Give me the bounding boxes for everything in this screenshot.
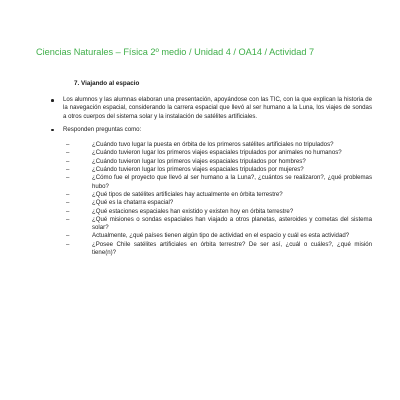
dash-marker: – [66,190,70,198]
dash-marker: – [66,215,70,223]
question-item: – ¿Qué estaciones espaciales han existido y existen hoy en órbita terrestre? [66,207,294,215]
bullet-dot-icon [51,129,54,132]
dash-marker: – [66,149,70,157]
question-item: – ¿Cuándo tuvo lugar la puesta en órbita de los primeros satélites artificiales no tripulados? [66,141,334,149]
question-item: – ¿Qué misiones o sondas espaciales han viajado a otros planetas, asteroides y cometas del sistema solar? [66,215,372,232]
activity-content [50,96,372,257]
dash-marker: – [66,141,70,149]
intro-bullet [50,96,372,121]
question-item: – ¿Qué es la chatarra espacial? [66,199,174,207]
dash-marker: – [66,157,70,165]
question-item: – ¿Qué tipos de satélites artificiales hay actualmente en órbita terrestre? [66,190,283,198]
question-item: – ¿Cuándo tuvieron lugar los primeros viajes espaciales tripulados por hombres? [66,157,306,165]
prompt-bullet [50,126,372,134]
dash-marker: – [66,199,70,207]
questions-list [50,141,372,257]
question-item: – ¿Cómo fue el proyecto que llevó al ser humano a la Luna?, ¿cuántos se realizaron?, ¿qué problemas hubo? [66,174,372,190]
dash-marker: – [66,174,70,182]
dash-marker: – [66,232,70,240]
question-item: – ¿Cuándo tuvieron lugar los primeros viajes espaciales tripulados por animales no humanos? [66,149,342,157]
questions-prompt: Responden preguntas como: [63,125,142,133]
dash-marker: – [66,240,70,248]
intro-paragraph: Los alumnos y las alumnas elaboran una presentación, apoyándose con las TIC, con la que explican la historia de la navegación espacial, considerando la carrera espacial que llevó al ser humano a la Luna, los viajes de sondas a otros cuerpos del sistema solar y la instalación de satélites artificiales. [63,96,372,120]
question-item: – Actualmente, ¿qué países tienen algún tipo de actividad en el espacio y cuál es esta actividad? [66,232,350,240]
dash-marker: – [66,207,70,215]
dash-marker: – [66,166,70,174]
question-item: – ¿Cuándo tuvieron lugar los primeros viajes espaciales tripulados por mujeres? [66,166,304,174]
question-item: – ¿Posee Chile satélites artificiales en órbita terrestre? De ser así, ¿cuál o cuáles?, ¿qué misión tiene(n)? [66,240,372,257]
section-heading: 7. Viajando al espacio [74,80,140,87]
document-header-title: Ciencias Naturales – Física 2º medio / Unidad 4 / OA14 / Actividad 7 [36,47,315,57]
bullet-dot-icon [51,99,54,102]
